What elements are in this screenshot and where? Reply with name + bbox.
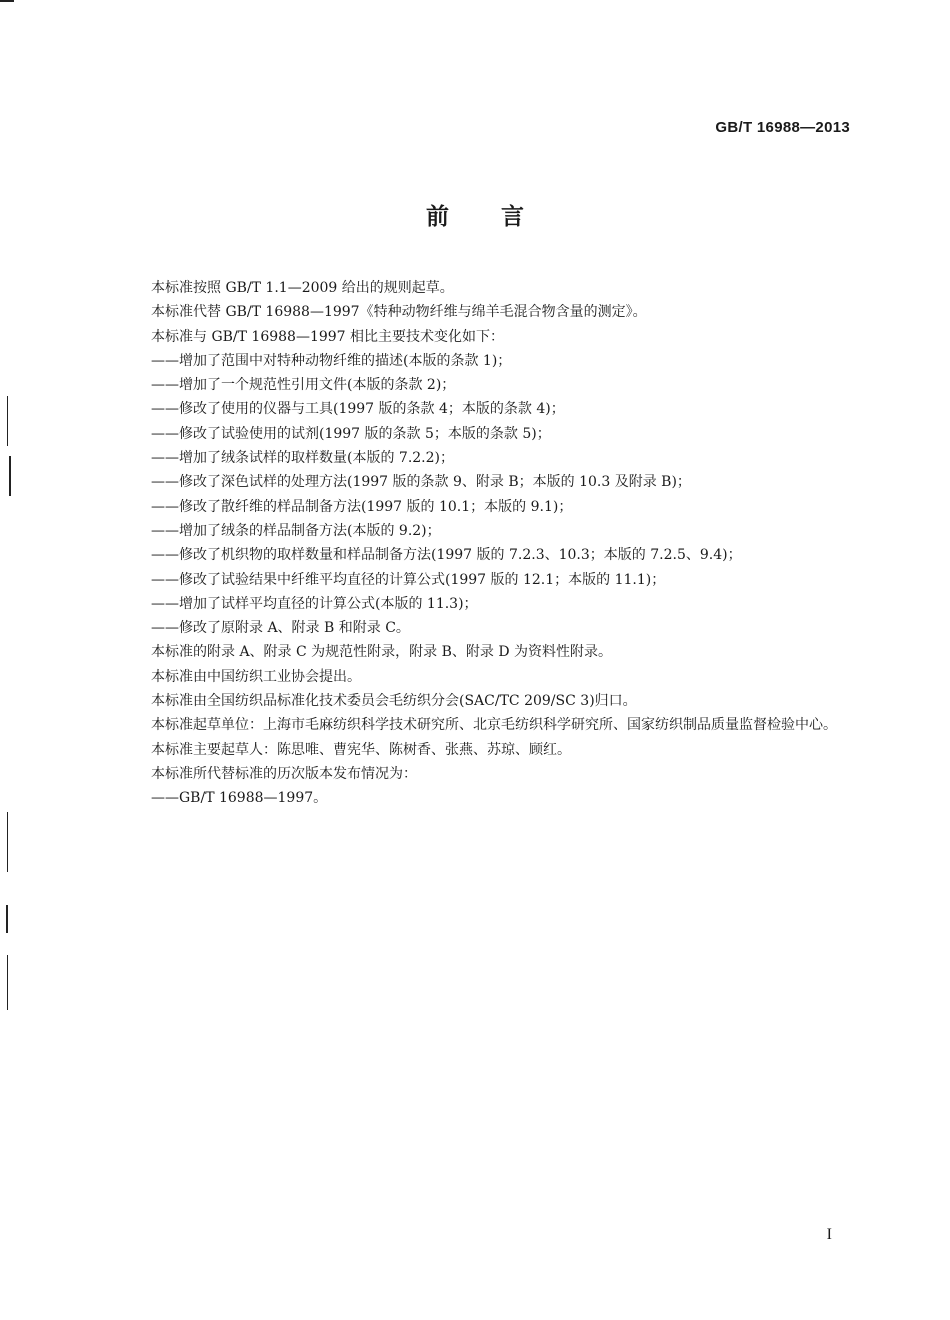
paragraph-under-jurisdiction: 本标准由全国纺织品标准化技术委员会毛纺织分会(SAC/TC 209/SC 3)归口。	[151, 693, 637, 710]
scan-edge-mark-top	[0, 0, 14, 2]
change-item: ——修改了机织物的取样数量和样品制备方法(1997 版的 7.2.3、10.3；本版的 7.2.5、9.4)；	[151, 547, 742, 564]
page-title: 前言	[426, 204, 576, 230]
paragraph-drafters: 本标准主要起草人：陈思唯、曹宪华、陈树香、张燕、苏琼、顾红。	[151, 741, 571, 758]
scan-edge-mark	[7, 396, 8, 446]
change-item: ——增加了绒条的样品制备方法(本版的 9.2)；	[151, 522, 441, 539]
paragraph-drafting-organizations: 本标准起草单位：上海市毛麻纺织科学技术研究所、北京毛纺织科学研究所、国家纺织制品质量监督检验中心。	[151, 717, 837, 734]
change-item: ——修改了使用的仪器与工具(1997 版的条款 4；本版的条款 4)；	[151, 401, 565, 418]
foreword-body	[123, 276, 853, 811]
change-item: ——修改了试验使用的试剂(1997 版的条款 5；本版的条款 5)；	[151, 425, 551, 442]
change-item: ——修改了试验结果中纤维平均直径的计算公式(1997 版的 12.1；本版的 11.1)；	[151, 571, 666, 588]
change-item: ——增加了范围中对特种动物纤维的描述(本版的条款 1)；	[151, 352, 512, 369]
previous-edition-item: ——GB/T 16988—1997。	[151, 790, 328, 807]
document-number: GB/T 16988—2013	[715, 119, 850, 136]
scan-edge-mark	[7, 955, 8, 1010]
change-item: ——增加了绒条试样的取样数量(本版的 7.2.2)；	[151, 450, 454, 467]
paragraph-changes-intro: 本标准与 GB/T 16988—1997 相比主要技术变化如下：	[151, 328, 505, 345]
page-number: I	[826, 1226, 832, 1243]
change-item: ——增加了一个规范性引用文件(本版的条款 2)；	[151, 377, 456, 394]
paragraph-previous-editions: 本标准所代替标准的历次版本发布情况为：	[151, 765, 417, 782]
change-item: ——修改了原附录 A、附录 B 和附录 C。	[151, 620, 410, 637]
paragraph-drafting-rules: 本标准按照 GB/T 1.1—2009 给出的规则起草。	[151, 280, 454, 296]
change-item: ——增加了试样平均直径的计算公式(本版的 11.3)；	[151, 595, 478, 612]
scan-edge-mark	[9, 456, 11, 496]
paragraph-replaces: 本标准代替 GB/T 16988—1997《特种动物纤维与绵羊毛混合物含量的测定》。	[151, 304, 647, 321]
scan-edge-mark	[6, 905, 8, 933]
change-item: ——修改了散纤维的样品制备方法(1997 版的 10.1；本版的 9.1)；	[151, 498, 573, 515]
scan-edge-mark	[7, 812, 8, 872]
paragraph-proposed-by: 本标准由中国纺织工业协会提出。	[151, 668, 361, 685]
change-item: ——修改了深色试样的处理方法(1997 版的条款 9、附录 B；本版的 10.3 及附录 B)；	[151, 474, 691, 491]
paragraph-annexes: 本标准的附录 A、附录 C 为规范性附录，附录 B、附录 D 为资料性附录。	[151, 644, 613, 661]
